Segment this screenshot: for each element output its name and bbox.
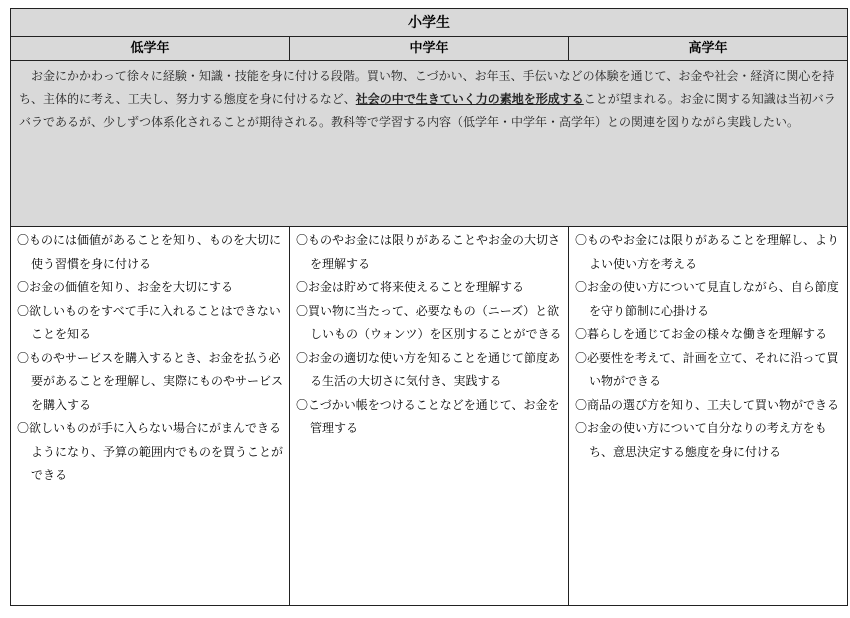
- list-item: 〇必要性を考えて、計画を立て、それに沿って買い物ができる: [575, 350, 839, 388]
- list-item: 〇買い物に当たって、必要なもの（ニーズ）と欲しいもの（ウォンツ）を区別することができる: [296, 303, 562, 341]
- list-item: 〇お金の使い方について見直しながら、自ら節度を守り節制に心掛ける: [575, 280, 839, 318]
- list-item: 〇暮らしを通じてお金の様々な働きを理解する: [575, 327, 828, 341]
- list-item: 〇ものやお金には限りがあることやお金の大切さを理解する: [296, 233, 561, 271]
- intro-text-before: お金にかかわって徐々に経験・知識・技能を身に付ける段階。買い物、こづかい、お年玉、手伝いなどの体験を通じて、お金や社会・経済に関心を持ち、主体的に考え、工夫し、努力する態度を身に付けるなど、: [19, 69, 835, 106]
- column-upper-grades: [569, 227, 847, 605]
- list-item: 〇お金の使い方について自分なりの考え方をもち、意思決定する態度を身に付ける: [575, 421, 827, 459]
- intro-emphasis: 社会の中で生きていく力の素地を形成する: [355, 92, 584, 106]
- list-item: 〇お金は貯めて将来使えることを理解する: [296, 280, 525, 294]
- intro-paragraph: [11, 61, 847, 227]
- column-middle-grades: [290, 227, 569, 605]
- column-lower-grades: [11, 227, 290, 605]
- list-item: 〇ものには価値があることを知り、ものを大切に使う習慣を身に付ける: [17, 233, 282, 271]
- list-item: 〇お金の価値を知り、お金を大切にする: [17, 280, 234, 294]
- list-item: 〇お金の適切な使い方を知ることを通じて節度ある生活の大切さに気付き、実践する: [296, 350, 561, 388]
- intro-text-after: ことが望まれる。お金に関する知識は当初バラバラであるが、少しずつ体系化されることが期待される。教科等で学習する内容（低学年・中学年・高学年）との関連を図りながら実践したい。: [19, 92, 836, 129]
- table-title: 小学生: [11, 9, 847, 37]
- list-item: 〇ものやお金には限りがあることを理解し、よりよい使い方を考える: [575, 233, 840, 271]
- header-upper-grades: 高学年: [569, 37, 847, 61]
- list-item: 〇欲しいものが手に入らない場合にがまんできるようになり、予算の範囲内でものを買うことができる: [17, 421, 284, 482]
- header-lower-grades: 低学年: [11, 37, 290, 61]
- list-item: 〇こづかい帳をつけることなどを通じて、お金を管理する: [296, 397, 560, 435]
- list-item: 〇欲しいものをすべて手に入れることはできないことを知る: [17, 303, 281, 341]
- header-middle-grades: 中学年: [290, 37, 569, 61]
- curriculum-table: [10, 8, 848, 606]
- list-item: 〇ものやサービスを購入するとき、お金を払う必要があることを理解し、実際にものやサービスを購入する: [17, 350, 284, 412]
- list-item: 〇商品の選び方を知り、工夫して買い物ができる: [575, 397, 840, 412]
